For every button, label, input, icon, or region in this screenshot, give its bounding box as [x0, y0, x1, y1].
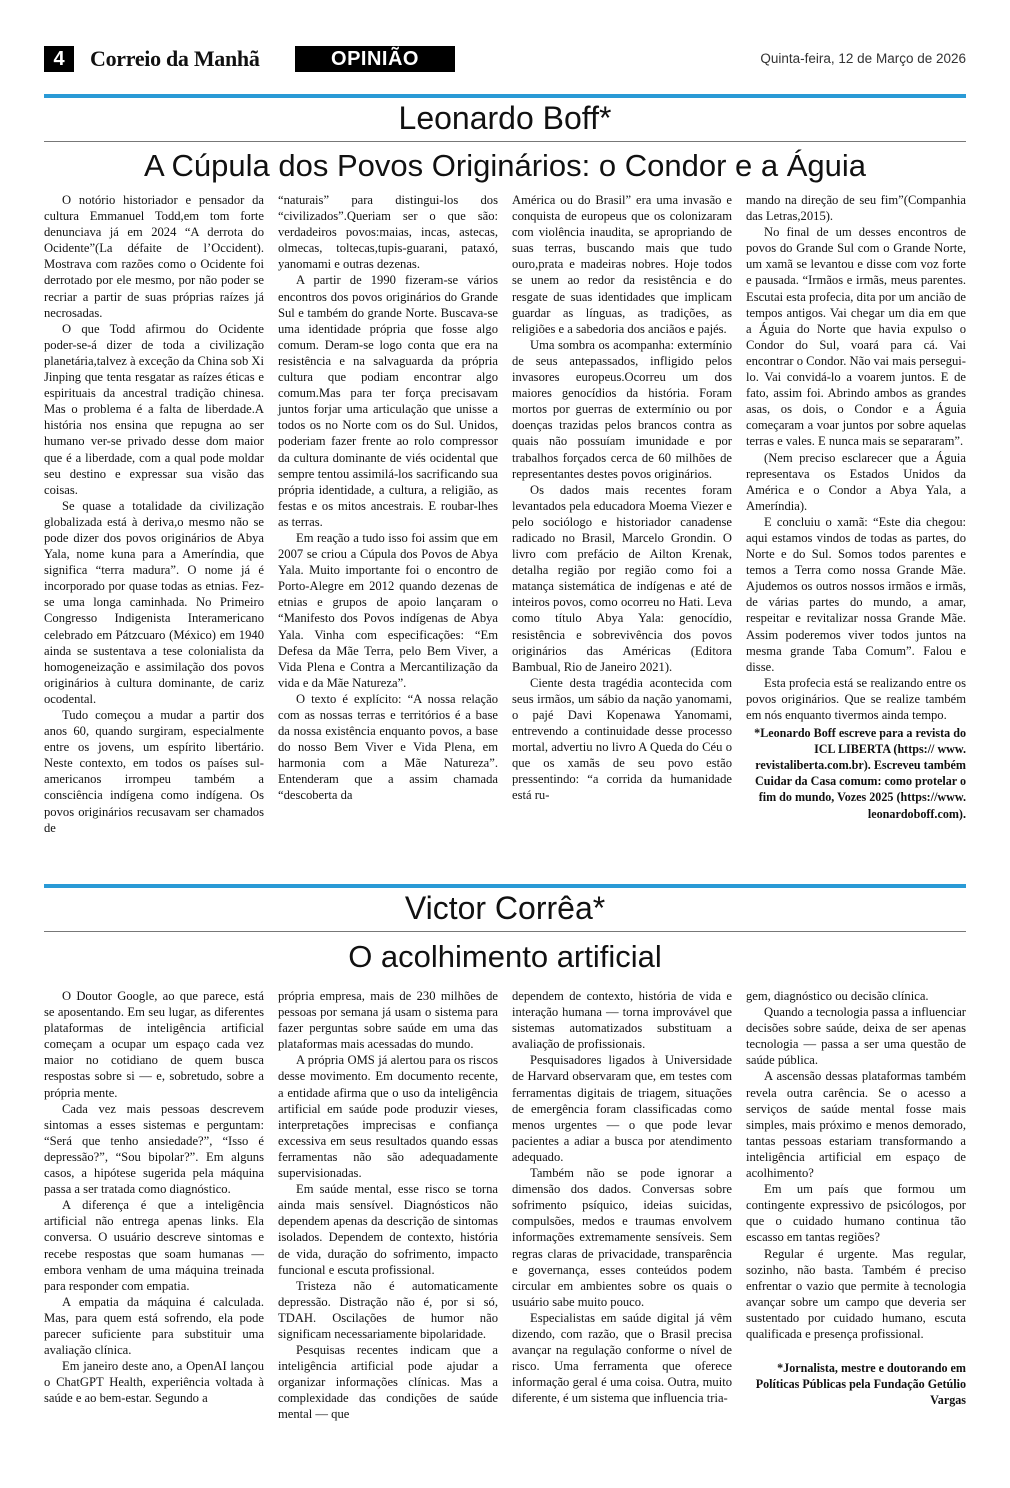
- paragraph: Em janeiro deste ano, a OpenAI lançou o ChatGPT Health, experiência voltada à saúde e ao bem-estar. Segundo a: [44, 1359, 264, 1406]
- paragraph: A partir de 1990 fizeram-se vários encontros dos povos originários do Grande Sul e também do grande Norte. Buscava-se uma identidade própria que fosse algo comum. Deram-se logo conta que era na resistência e na salvaguarda da própria cultura que podiam encontrar algo comum.Mas para ter força precisavam juntos forjar uma articulação que unisse a todos os no Norte com os do Sul. Unidos, poderiam fazer frente ao rolo compressor da cultura dominante de viés ocidental que sempre tentou assimilá-los sacrificando sua própria identidade, a cultura, a religião, as festas e os mitos ancestrais. E roubar-lhes as terras.: [278, 273, 498, 529]
- paragraph: Cada vez mais pessoas descrevem sintomas a esses sistemas e perguntam: “Será que tenho ansiedade?”, “Isso é depressão?”, “Sou bipolar?”. Em alguns casos, a hipótese sugerida pela máquina passa a ser tratada como diagnóstico.: [44, 1101, 264, 1197]
- article2-column-2: [278, 988, 498, 1423]
- page-number: 4: [44, 46, 74, 72]
- paragraph: O texto é explícito: “A nossa relação com as nossas terras e territórios é a base da nossa existência enquanto povos, a base do nosso Bem Viver e Vida Plena, em harmonia com a Mãe Natureza”. Entenderam que a assim chamada “descoberta da: [278, 691, 498, 803]
- issue-date: Quinta-feira, 12 de Março de 2026: [760, 51, 966, 66]
- paragraph: Especialistas em saúde digital já vêm dizendo, com razão, que o Brasil precisa avançar na regulação conforme o nível de risco. Uma ferramenta que oferece informação geral é uma coisa. Outra, muito diferente, é um sistema que influencia tria-: [512, 1310, 732, 1406]
- paragraph: Tudo começou a mudar a partir dos anos 60, quando surgiram, especialmente entre os jovens, um espírito libertário. Neste contexto, em todos os países sul-americanos irrompeu também a consciência indígena como indígena. Os povos originários recusavam ser chamados de: [44, 708, 264, 835]
- article1-column-1: [44, 192, 264, 836]
- section-tag: OPINIÃO: [295, 46, 455, 72]
- article1-top-rule: [44, 94, 966, 98]
- paragraph: gem, diagnóstico ou decisão clínica.: [746, 989, 929, 1003]
- paragraph: Os dados mais recentes foram levantados pela educadora Moema Viezer e pelo sociólogo e historiador canadense radicado no Brasil, Marcelo Grondin. O livro com prefácio de Ailton Krenak, detalha região por região como foi a matança sistemática de indígenas e até de inteiros povos, como ocorreu no Hati. Leva como título Abya Yala: genocídio, resistência e sobrevivência dos povos originários das Américas (Editora Bambual, Rio de Janeiro 2021).: [512, 482, 732, 674]
- article1-column-4: [746, 192, 966, 836]
- paragraph: “naturais” para distingui-los dos “civilizados”.Queriam ser o que são: verdadeiros povos:maias, incas, astecas, olmecas, toltecas,tupis-guarani, pataxó, yanomami e outras dezenas.: [278, 193, 498, 272]
- article2-column-4: [746, 988, 966, 1423]
- paragraph: Em saúde mental, esse risco se torna ainda mais sensível. Diagnósticos não dependem apenas da descrição de sintomas isolados. Dependem de contexto, história de vida, duração do sofrimento, impacto funcional e escuta profissional.: [278, 1182, 498, 1277]
- paragraph: O que Todd afirmou do Ocidente poder-se-á dizer de toda a civilização planetária,talvez à exceção da China sob Xi Jinping que tenta resgatar as raízes éticas e espirituais da ancestral tradição chinesa. Mas o problema é a falta de liberdade.A história nos ensina que repugna ao ser humano ver-se privado desse dom maior que é a liberdade, com a qual pode moldar seu destino e expressar sua visão das coisas.: [44, 321, 264, 497]
- paragraph: Quando a tecnologia passa a influenciar decisões sobre saúde, deixa de ser apenas tecnologia — passa a ser uma questão de saúde pública.: [746, 1005, 966, 1068]
- paragraph: dependem de contexto, história de vida e interação humana — torna improvável que sistemas automatizados substituam a avaliação de profissionais.: [512, 989, 732, 1052]
- paragraph: Também não se pode ignorar a dimensão dos dados. Conversas sobre sofrimento psíquico, ideias suicidas, compulsões, medos e traumas envolvem informações extremamente sensíveis. Sem regras claras de privacidade, transparência e governança, esses conteúdos podem circular em ambientes sobre os quais o usuário sabe muito pouco.: [512, 1166, 732, 1309]
- page-header: [44, 46, 966, 72]
- paragraph: Uma sombra os acompanha: extermínio de seus antepassados, infligido pelos invasores europeus.Ocorreu um dos maiores genocídios da história. Foram mortos por guerras de extermínio ou por doenças trazidas pelos brancos contra as quais não possuíam imunidade e por trabalhos forçados cerca de 60 milhões de representantes destes povos originários.: [512, 337, 732, 481]
- article2-author: Victor Corrêa*: [404, 890, 606, 926]
- paragraph: A própria OMS já alertou para os riscos desse movimento. Em documento recente, a entidade afirma que o uso da inteligência artificial em saúde pode produzir vieses, interpretações imprecisas e confiança excessiva em seus resultados quando essas ferramentas não são adequadamente supervisionadas.: [278, 1053, 498, 1181]
- article1-headline: A Cúpula dos Povos Originários: o Condor e a Águia: [143, 148, 867, 183]
- article1-body: [44, 192, 966, 836]
- article1-author: Leonardo Boff*: [398, 100, 612, 136]
- article2-top-rule: [44, 884, 966, 888]
- author-footnote: *Jornalista, mestre e doutorando em Políticas Públicas pela Fundação Getúlio Vargas: [755, 1361, 966, 1408]
- paragraph: (Nem preciso esclarecer que a Águia representava os Estados Unidos da América e o Condor a Abya Yala, a Ameríndia).: [746, 450, 966, 513]
- article1-divider: [44, 141, 966, 142]
- masthead-logo: Correio da Manhã: [90, 46, 260, 71]
- paragraph: Em reação a tudo isso foi assim que em 2007 se criou a Cúpula dos Povos de Abya Yala. Muito importante foi o encontro de Porto-Alegre em 2012 quando dezenas de etnias e grupos de apoio lançaram o “Manifesto dos Povos indígenas de Abya Yala. Vinha com especificações: “Em Defesa da Mãe Terra, pelo Bem Viver, a Vida Plena e Contra a Mercantilização da vida e da Mãe Natureza”.: [278, 530, 498, 690]
- author-footnote: *Leonardo Boff escreve para a revista do ICL LIBERTA (https:// www. revistaliberta.com.br). Escreveu também Cuidar da Casa comum: como protelar o fim do mundo, Vozes 2025 (https://www. leonardoboff.com).: [754, 726, 966, 821]
- paragraph: mando na direção de seu fim”(Companhia das Letras,2015).: [746, 193, 966, 224]
- paragraph: Pesquisadores ligados à Universidade de Harvard observaram que, em testes com ferramentas digitais de triagem, situações de emergência foram classificadas como menos urgentes — o que pode levar pacientes a adiar a busca por atendimento adequado.: [512, 1053, 732, 1164]
- article2-headline: O acolhimento artificial: [348, 939, 662, 974]
- article2-column-3: [512, 988, 732, 1423]
- paragraph: Tristeza não é automaticamente depressão. Distração não é, por si só, TDAH. Oscilações de humor não significam necessariamente bipolaridade.: [278, 1278, 498, 1341]
- paragraph: Pesquisas recentes indicam que a inteligência artificial pode ajudar a organizar informações clínicas. Mas a complexidade das condições de saúde mental — que: [278, 1343, 498, 1422]
- paragraph: A empatia da máquina é calculada. Mas, para quem está sofrendo, ela pode parecer suficiente para substituir uma avaliação clínica.: [44, 1294, 264, 1358]
- paragraph: A diferença é que a inteligência artificial não entrega apenas links. Ela conversa. O usuário descreve sintomas e recebe respostas que soam humanas — embora venham de uma máquina treinada para responder com empatia.: [44, 1198, 264, 1293]
- paragraph: Ciente desta tragédia acontecida com seus irmãos, um sábio da nação yanomami, o pajé Davi Kopenawa Yanomami, entrevendo a continuidade desse processo mortal, advertiu no livro A Queda do Céu o que os xamãs de seu povo estão pressentindo: “a corrida da humanidade está ru-: [512, 675, 732, 803]
- article2-column-1: [44, 988, 264, 1423]
- paragraph: O Doutor Google, ao que parece, está se aposentando. Em seu lugar, as diferentes plataformas de inteligência artificial começam a ocupar um espaço cada vez maior no cotidiano de quem busca respostas sobre si — e, sobretudo, sobre a própria mente.: [44, 989, 264, 1100]
- paragraph: A ascensão dessas plataformas também revela outra carência. Se o acesso a serviços de saúde mental fosse mais simples, mais próximo e menos demorado, tantas pessoas estariam transformando a inteligência artificial em espaço de acolhimento?: [746, 1069, 966, 1181]
- paragraph: O notório historiador e pensador da cultura Emmanuel Todd,em tom forte denunciava já em 2024 “A derrota do Ocidente”(La défaite de l’Occident). Mostrava com razões como o Ocidente foi derrotado por ele mesmo, por não poder se recriar a partir de suas próprias raízes já necrosadas.: [44, 193, 264, 320]
- paragraph: Regular é urgente. Mas regular, sozinho, não basta. Também é preciso enfrentar o vazio que permite à tecnologia avançar sobre um campo que deveria ser sustentado por cuidado humano, escuta qualificada e presença profissional.: [746, 1246, 966, 1341]
- paragraph: Esta profecia está se realizando entre os povos originários. Que se realize também em nós enquanto tivermos ainda tempo.: [746, 675, 966, 722]
- article1-column-3: [512, 192, 732, 836]
- paragraph: América ou do Brasil” era uma invasão e conquista de europeus que os colonizaram com violência inaudita, se apropriando de suas terras, buscando mais que tudo ouro,prata e madeiras nobres. Hoje todos se unem ao redor da resistência e do resgate de suas identidades que implicam guardar as línguas, as tradições, as religiões e a sabedoria dos anciãos e pajés.: [512, 193, 732, 336]
- paragraph: própria empresa, mais de 230 milhões de pessoas por semana já usam o sistema para fazer perguntas sobre saúde em uma das plataformas mais acessadas do mundo.: [278, 989, 498, 1052]
- paragraph: No final de um desses encontros de povos do Grande Sul com o Grande Norte, um xamã se levantou e disse com voz forte e pausada. “Irmãos e irmãs, meus parentes. Escutai esta profecia, dita por um ancião de tempos antigos. Vai chegar um dia em que a Águia do Norte que havia expulso o Condor do Sul, voará para cá. Vai encontrar o Condor. Não vai mais persegui-lo. Vai convidá-lo a voarem juntos. E de fato, assim foi. Abrindo ambos as grandes asas, os dois, o Condor e a Águia começaram a voar juntos por sobre aquelas terras e vales. E nunca mais se separaram”.: [746, 225, 966, 449]
- article1-column-2: [278, 192, 498, 836]
- article2-body: [44, 988, 966, 1423]
- paragraph: E concluiu o xamã: “Este dia chegou: aqui estamos vindos de todas as partes, do Norte e do Sul. Somos todos parentes e temos a Terra como nossa Grande Mãe. Ajudemos os outros nossos irmãos e irmãs, de várias partes do mundo, a amar, respeitar e revitalizar nossa Grande Mãe. Assim poderemos viver todos juntos na mesma grande Taba Comum”. Falou e disse.: [746, 514, 966, 674]
- article2-divider: [44, 931, 966, 932]
- paragraph: Se quase a totalidade da civilização globalizada está à deriva,o mesmo não se pode dizer dos povos originários de Abya Yala, nome kuna para a Ameríndia, que significa “terra madura”. O nome já é incorporado por quase todas as etnias. Fez-se uma longa caminhada. No Primeiro Congresso Indigenista Interamericano celebrado em Pátzcuaro (México) em 1940 ainda se sustentava a tese colonialista da homogeneização e assimilação dos povos originários à cultura dominante, de cariz ocodental.: [44, 498, 264, 706]
- paragraph: Em um país que formou um contingente expressivo de psicólogos, por que o cuidado humano continua tão escasso em tantas regiões?: [746, 1182, 966, 1245]
